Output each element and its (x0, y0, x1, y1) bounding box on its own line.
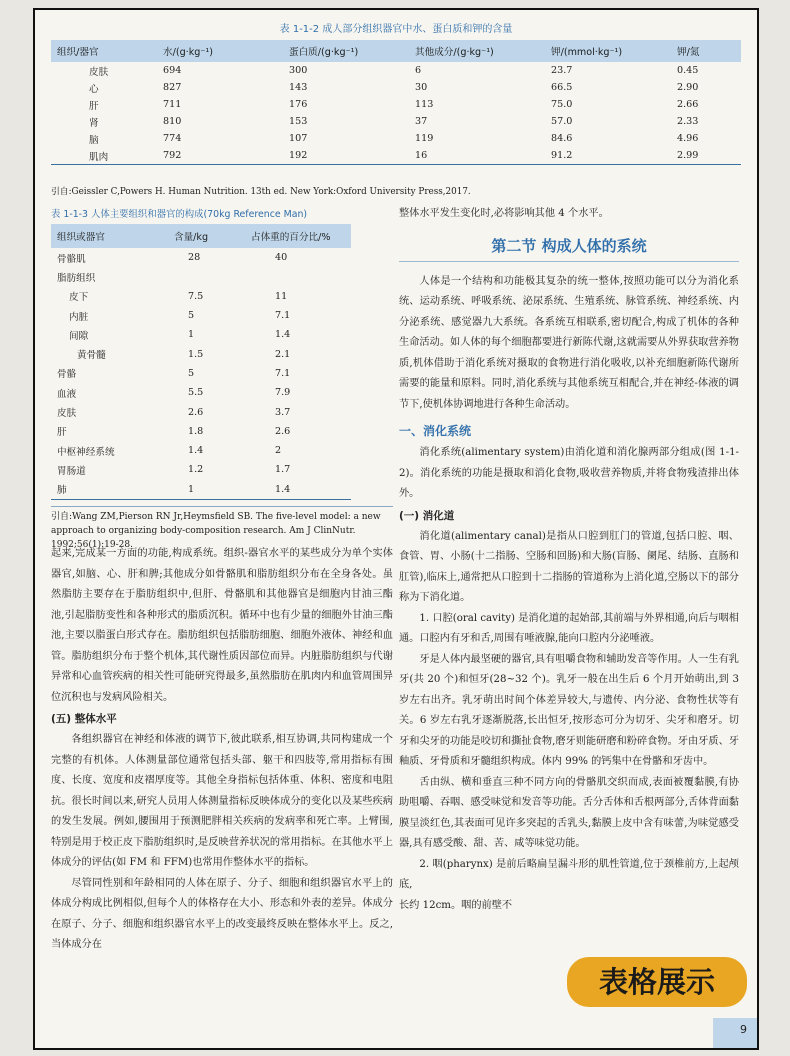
table2-cell: 胃肠道 (57, 465, 86, 477)
table1-header: 组织/器官 (51, 40, 157, 62)
table1-cell: 300 (289, 65, 308, 76)
table2-cell: 黄骨髓 (77, 350, 106, 362)
table1-header: 水/(g·kg⁻¹) (157, 40, 283, 62)
table2-header: 组织或器官 (51, 224, 168, 248)
table2-row (51, 325, 351, 344)
table2-cell: 2.1 (275, 348, 291, 360)
table1-cell: 75.0 (551, 99, 573, 110)
table2-caption: 表 1-1-3 人体主要组织和器官的构成(70kg Reference Man) (51, 209, 308, 220)
table2-cell: 5.5 (188, 387, 204, 399)
paragraph: 消化系统(alimentary system)由消化道和消化腺两部分组成(图 1-1-2)。消化系统的功能是摄取和消化食物,吸收营养物质,并将食物残渣排出体外。 (399, 447, 739, 499)
table2-cell: 中枢神经系统 (57, 446, 115, 458)
paragraph: 牙是人体内最坚硬的器官,具有咀嚼食物和辅助发音等作用。人一生有乳牙(共 20 个)和恒牙(28~32 个)。乳牙一般在出生后 6 个月开始萌出,到 3 岁左右出齐。乳牙萌出时间个体差异较大,与遗传、内分泌、食物性状等有关。6 岁左右乳牙逐渐脱落,长出恒牙,按形态可分为切牙、尖牙和磨牙。切牙和尖牙的功能是咬切和撕扯食物,磨牙则能研磨和粉碎食物。牙由牙质、牙釉质、牙骨质和牙髓组织构成。体内 99% 的钙集中在骨骼和牙齿中。 (399, 653, 739, 767)
table2-cell: 1.8 (188, 425, 204, 437)
table1-row (51, 113, 741, 130)
table2-row (51, 344, 351, 363)
table2-row (51, 402, 351, 421)
paragraph: 各组织器官在神经和体液的调节下,彼此联系,相互协调,共同构建成一个完整的有机体。人体测量部位通常包括头部、躯干和四肢等,常用指标有围度、长度、宽度和皮褶厚度等。其他全身指标包括体重、体积、密度和电阻抗。很长时间以来,研究人员用人体测量指标反映体成分的变化以及某些疾病的发生发展。例如,腰围用于预测肥胖相关疾病的发病率和死亡率。上臂围,特别是用于校正皮下脂肪组织时,是反映营养状况的常用指标。在其他水平上体成分的评估(如 FM 和 FFM)也常用作整体水平的指标。 (51, 734, 393, 868)
table2-cell: 骨骼肌 (57, 253, 86, 265)
table1-cell: 4.96 (677, 133, 699, 144)
table1-cell: 肌肉 (51, 147, 157, 165)
table2-cell: 1 (168, 480, 245, 500)
table2-cell: 1 (188, 329, 195, 341)
table1-caption: 表 1-1-2 成人部分组织器官中水、蛋白质和钾的含量 (279, 24, 513, 35)
table1-row (51, 62, 741, 79)
table1-cell: 827 (163, 82, 182, 93)
table2-cell: 5 (188, 367, 195, 379)
left-column-text (51, 544, 393, 956)
table2-cell: 1.4 (245, 480, 351, 500)
table1-cell: 肝 (89, 100, 99, 112)
table1-cell: 119 (415, 133, 434, 144)
table2-cell: 1.5 (188, 348, 204, 360)
table1-cell: 23.7 (551, 65, 573, 76)
table2-cell: 骨骼 (57, 369, 77, 381)
table1-cell: 810 (163, 116, 182, 127)
table1-cell: 107 (289, 133, 308, 144)
table-display-badge: 表格展示 (567, 957, 747, 1007)
table1-header: 蛋白质/(g·kg⁻¹) (283, 40, 409, 62)
table2-cell: 1.7 (275, 464, 291, 476)
table1-cell: 774 (163, 133, 182, 144)
paragraph: 人体是一个结构和功能极其复杂的统一整体,按照功能可以分为消化系统、运动系统、呼吸系统、泌尿系统、生殖系统、脉管系统、神经系统、内分泌系统、感觉器九大系统。各系统互相联系,密切配合,构成了机体的各种生命活动。如人体的每个细胞都要进行新陈代谢,这就需要从外界获取营养物质,机体借助于消化系统对摄取的食物进行消化吸收,以补充细胞新陈代谢所需要的能量和原料。同时,消化系统与其他系统互相配合,并在神经-体液的调节下,使机体协调地进行各种生命活动。 (399, 275, 739, 410)
table1-cell: 91.2 (545, 147, 671, 165)
table2-source: 引自:Wang ZM,Pierson RN Jr,Heymsfield SB. The five-level model: a new approach to organizing body-composition research. Am J ClinNutr. 1992;56(1):19-28. (51, 506, 393, 552)
table2-row (51, 422, 351, 441)
table1-cell: 2.33 (677, 116, 699, 127)
table2-row (51, 480, 351, 500)
table1-cell: 16 (409, 147, 545, 165)
table1-header: 钾/(mmol·kg⁻¹) (545, 40, 671, 62)
table1-cell: 0.45 (677, 65, 699, 76)
table2-cell: 7.5 (188, 290, 204, 302)
table1-cell: 37 (415, 116, 428, 127)
table1-source: 引自:Geissler C,Powers H. Human Nutrition. 13th ed. New York:Oxford University Press,2017. (51, 187, 471, 197)
table1-cell: 2.66 (677, 99, 699, 110)
table2-cell: 2 (275, 445, 282, 457)
table2-cell: 1.2 (188, 464, 204, 476)
table1-cell: 皮肤 (89, 66, 109, 78)
table2-cell: 内脏 (69, 311, 89, 323)
table2-cell: 皮下 (69, 292, 89, 304)
section-title: 第二节 构成人体的系统 (399, 231, 739, 262)
table1-row (51, 130, 741, 147)
table2-cell: 5 (188, 310, 195, 322)
table1-cell: 711 (163, 99, 182, 110)
table2-row (51, 306, 351, 325)
table2-row (51, 441, 351, 460)
table1-header: 钾/氮 (671, 40, 741, 62)
paragraph: 尽管同性别和年龄相同的人体在原子、分子、细胞和组织器官水平上的体成分构成比例相似,但每个人的体格存在大小、形态和外表的差异。体成分在原子、分子、细胞和组织器官水平上的改变最终反映在整体水平上。反之,当体成分在 (51, 877, 393, 950)
table1-cell: 84.6 (551, 133, 573, 144)
table2-cell: 11 (275, 290, 288, 302)
table1-cell: 肾 (89, 117, 99, 129)
table1-cell: 脑 (89, 134, 99, 146)
table1-cell: 2.90 (677, 82, 699, 93)
paragraph: 2. 咽(pharynx) 是前后略扁呈漏斗形的肌性管道,位于颈椎前方,上起颅底, (399, 858, 739, 890)
table2-cell: 间隙 (69, 330, 89, 342)
page-number: 9 (740, 1023, 747, 1036)
table2-cell: 28 (188, 252, 201, 264)
table1-cell: 2.99 (671, 147, 741, 165)
book-page (33, 8, 759, 1050)
table1-row (51, 147, 741, 165)
table2-cell: 7.1 (275, 310, 291, 322)
table1 (51, 40, 741, 165)
table1-row (51, 79, 741, 96)
table1-cell: 192 (283, 147, 409, 165)
table2-cell: 血液 (57, 388, 77, 400)
table1-cell: 113 (415, 99, 434, 110)
table2 (51, 224, 351, 500)
table2-cell: 3.7 (275, 406, 291, 418)
table1-cell: 792 (157, 147, 283, 165)
table2-cell (168, 267, 245, 286)
paragraph: 长约 12cm。咽的前壁不 (399, 899, 513, 911)
table1-cell: 心 (89, 83, 99, 95)
table2-cell (245, 267, 351, 286)
table1-cell: 153 (289, 116, 308, 127)
table2-cell: 1.4 (275, 329, 291, 341)
table2-row (51, 364, 351, 383)
table2-cell: 肝 (57, 427, 67, 439)
table1-cell: 30 (415, 82, 428, 93)
right-column-text (399, 204, 739, 916)
table2-cell: 脂肪组织 (57, 272, 96, 284)
table2-cell: 2.6 (275, 425, 291, 437)
subheading: (五) 整体水平 (51, 713, 117, 725)
paragraph: 整体水平发生变化时,必将影响其他 4 个水平。 (399, 208, 609, 219)
heading-digestive-system: 一、消化系统 (399, 424, 472, 438)
table2-cell: 肺 (51, 480, 168, 500)
table1-cell: 6 (415, 65, 422, 76)
table2-header: 占体重的百分比/% (245, 224, 351, 248)
table1-cell: 176 (289, 99, 308, 110)
table2-header: 含量/kg (168, 224, 245, 248)
table1-cell: 694 (163, 65, 182, 76)
paragraph: 消化道(alimentary canal)是指从口腔到肛门的管道,包括口腔、咽、食管、胃、小肠(十二指肠、空肠和回肠)和大肠(盲肠、阑尾、结肠、直肠和肛管),临床上,通常把从口腔到十二指肠的管道称为上消化道,空肠以下的部分称为下消化道。 (399, 530, 739, 603)
table2-row (51, 287, 351, 306)
table2-row (51, 460, 351, 479)
table2-row (51, 267, 351, 286)
table1-header: 其他成分/(g·kg⁻¹) (409, 40, 545, 62)
table1-cell: 143 (289, 82, 308, 93)
table1-cell: 66.5 (551, 82, 573, 93)
paragraph: 舌由纵、横和垂直三种不同方向的骨骼肌交织而成,表面被覆黏膜,有协助咀嚼、吞咽、感受味觉和发音等功能。舌分舌体和舌根两部分,舌体背面黏膜呈淡红色,其表面可见许多突起的舌乳头,黏膜上皮中含有味蕾,为味觉感受器,具有感受酸、甜、苦、咸等味觉功能。 (399, 776, 739, 849)
table1-row (51, 96, 741, 113)
table1-cell: 57.0 (551, 116, 573, 127)
table2-cell: 1.4 (188, 445, 204, 457)
table2-row (51, 383, 351, 402)
table2-row (51, 248, 351, 267)
paragraph: 起来,完成某一方面的功能,构成系统。组织-器官水平的某些成分为单个实体器官,如脑、心、肝和脾;其他成分如骨骼肌和脂肪组织分布在全身各处。虽然脂肪主要存在于脂肪组织中,但肝、骨骼肌和其他器官是细胞内甘油三酯池,引起脂肪变性和各种形式的脂质沉积。循环中也有少量的细胞外甘油三酯池,主要以脂蛋白形式存在。脂肪组织包括脂肪细胞、细胞外液体、神经和血管。脂肪组织分布于整个机体,其代谢性质因部位而异。内脏脂肪组织与代谢异常和心血管疾病的相关性可能研究得最多,虽然脂肪在肌肉内和血管周围异位沉积也与发病风险相关。 (51, 548, 393, 703)
page-number-tab (713, 1018, 757, 1048)
table2-cell: 皮肤 (57, 408, 77, 420)
table2-cell: 7.1 (275, 367, 291, 379)
paragraph: 1. 口腔(oral cavity) 是消化道的起始部,其前端与外界相通,向后与咽相通。口腔内有牙和舌,周围有唾液腺,能向口腔内分泌唾液。 (399, 612, 739, 644)
table2-cell: 40 (275, 252, 288, 264)
subheading: (一) 消化道 (399, 509, 455, 522)
table2-cell: 7.9 (275, 387, 291, 399)
table2-cell: 2.6 (188, 406, 204, 418)
